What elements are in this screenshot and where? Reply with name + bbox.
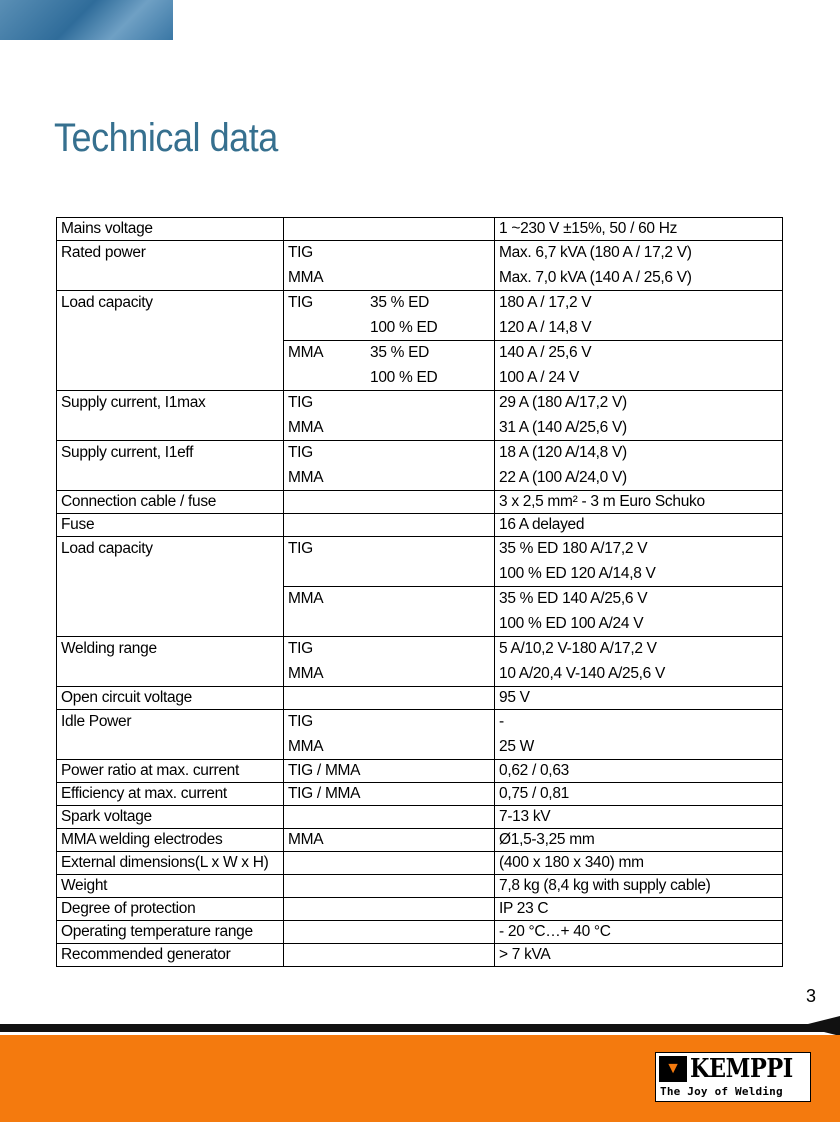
value-text: IP 23 C xyxy=(499,900,549,917)
row-value xyxy=(495,218,783,241)
table-row xyxy=(57,637,783,687)
mode-text: TIG / MMA xyxy=(288,785,361,802)
mode-text: MMA xyxy=(288,737,324,755)
value-text: 140 A / 25,6 V xyxy=(499,344,592,361)
table-row xyxy=(57,441,783,491)
value-text: 22 A (100 A/24,0 V) xyxy=(499,468,627,486)
row-mode xyxy=(284,760,495,783)
row-label xyxy=(57,241,284,291)
table-row xyxy=(57,921,783,944)
value-text: 7,8 kg (8,4 kg with supply cable) xyxy=(499,877,711,894)
technical-data-table xyxy=(56,217,783,967)
row-label-text: Power ratio at max. current xyxy=(61,762,239,779)
row-mode xyxy=(284,783,495,806)
row-label xyxy=(57,491,284,514)
condition-line xyxy=(288,316,490,341)
row-mode xyxy=(284,944,495,967)
mode-text: MMA xyxy=(288,590,324,607)
row-label xyxy=(57,514,284,537)
row-label xyxy=(57,829,284,852)
page-number: 3 xyxy=(805,986,816,1006)
value-text: 35 % ED 140 A/25,6 V xyxy=(499,590,648,607)
row-label xyxy=(57,441,284,491)
table-row xyxy=(57,218,783,241)
mode-text: TIG xyxy=(288,394,313,411)
row-value xyxy=(495,537,783,587)
row-label xyxy=(57,218,284,241)
kemppi-logo xyxy=(655,1052,811,1102)
row-value xyxy=(495,514,783,537)
table-row xyxy=(57,852,783,875)
row-value xyxy=(495,875,783,898)
row-label xyxy=(57,710,284,760)
row-value xyxy=(495,710,783,760)
row-label-text: Open circuit voltage xyxy=(61,689,192,706)
mode-text: TIG xyxy=(288,244,313,261)
mode-text xyxy=(288,898,490,920)
row-mode xyxy=(284,806,495,829)
mode-text xyxy=(288,806,490,828)
row-label-text: Rated power xyxy=(61,244,146,261)
mode-text xyxy=(288,218,490,240)
mode-text xyxy=(288,944,490,966)
footer-rule xyxy=(0,1024,840,1032)
value-text: 95 V xyxy=(499,689,530,706)
row-label-text: MMA welding electrodes xyxy=(61,831,223,848)
row-label xyxy=(57,637,284,687)
mode-text: MMA xyxy=(288,831,324,848)
row-label-text: Supply current, I1max xyxy=(61,394,206,411)
row-mode xyxy=(284,391,495,441)
row-mode xyxy=(284,921,495,944)
value-text: 16 A delayed xyxy=(499,516,585,533)
row-mode xyxy=(284,537,495,587)
value-text: 10 A/20,4 V-140 A/25,6 V xyxy=(499,664,666,682)
row-value xyxy=(495,637,783,687)
row-value xyxy=(495,898,783,921)
table-row xyxy=(57,291,783,341)
row-label xyxy=(57,875,284,898)
row-label xyxy=(57,291,284,391)
mode-text: TIG xyxy=(288,444,313,461)
row-value xyxy=(495,783,783,806)
mode-text xyxy=(288,316,370,341)
row-value xyxy=(495,291,783,341)
value-text: 100 A / 24 V xyxy=(499,368,580,386)
mode-text xyxy=(288,921,490,943)
row-label xyxy=(57,760,284,783)
value-text: 7-13 kV xyxy=(499,808,551,825)
mode-text xyxy=(288,687,490,709)
mode-text: TIG xyxy=(288,640,313,657)
value-text: 5 A/10,2 V-180 A/17,2 V xyxy=(499,640,657,657)
row-mode xyxy=(284,514,495,537)
value-text: 120 A / 14,8 V xyxy=(499,318,592,336)
row-mode xyxy=(284,898,495,921)
row-label-text: Load capacity xyxy=(61,294,153,311)
table-row xyxy=(57,806,783,829)
mode-text: TIG xyxy=(288,294,313,311)
mode-text: MMA xyxy=(288,344,324,361)
table-row xyxy=(57,710,783,760)
row-label-text: External dimensions(L x W x H) xyxy=(61,854,269,871)
row-value xyxy=(495,491,783,514)
row-label xyxy=(57,391,284,441)
row-label-text: Recommended generator xyxy=(61,946,231,963)
mode-text: TIG xyxy=(288,540,313,557)
table-row xyxy=(57,391,783,441)
mode-text: TIG xyxy=(288,713,313,730)
row-label-text: Weight xyxy=(61,877,108,894)
row-value xyxy=(495,921,783,944)
table-row xyxy=(57,898,783,921)
row-label-text: Mains voltage xyxy=(61,220,153,237)
table-row xyxy=(57,760,783,783)
row-mode xyxy=(284,875,495,898)
row-label xyxy=(57,852,284,875)
value-text: 100 % ED 100 A/24 V xyxy=(499,614,644,632)
mode-text xyxy=(288,366,370,391)
table-row xyxy=(57,241,783,291)
row-label xyxy=(57,537,284,637)
value-text: 29 A (180 A/17,2 V) xyxy=(499,394,627,411)
mode-text: TIG / MMA xyxy=(288,762,361,779)
mode-text: MMA xyxy=(288,418,324,436)
row-label-text: Welding range xyxy=(61,640,157,657)
row-condition xyxy=(284,291,495,341)
ed-text: 35 % ED xyxy=(370,344,430,361)
value-text: 35 % ED 180 A/17,2 V xyxy=(499,540,648,557)
value-text: (400 x 180 x 340) mm xyxy=(499,854,644,871)
row-value xyxy=(495,587,783,637)
mode-text xyxy=(288,852,490,874)
value-text: Max. 7,0 kVA (140 A / 25,6 V) xyxy=(499,268,692,286)
row-label-text: Fuse xyxy=(61,516,95,533)
table-row xyxy=(57,875,783,898)
value-text: 25 W xyxy=(499,737,534,755)
row-value xyxy=(495,391,783,441)
row-value xyxy=(495,829,783,852)
table-row xyxy=(57,537,783,587)
value-text: - xyxy=(499,713,504,730)
row-value xyxy=(495,341,783,391)
value-text: 3 x 2,5 mm² - 3 m Euro Schuko xyxy=(499,493,705,510)
value-text: 18 A (120 A/14,8 V) xyxy=(499,444,627,461)
row-label-text: Supply current, I1eff xyxy=(61,444,194,461)
ed-text: 100 % ED xyxy=(370,318,438,336)
row-value xyxy=(495,760,783,783)
ed-text: 35 % ED xyxy=(370,294,430,311)
value-text: Ø1,5-3,25 mm xyxy=(499,831,595,848)
row-mode xyxy=(284,829,495,852)
row-value xyxy=(495,852,783,875)
row-label-text: Idle Power xyxy=(61,713,132,730)
table-row xyxy=(57,514,783,537)
row-mode xyxy=(284,637,495,687)
page-title: Technical data xyxy=(54,116,278,160)
condition-line xyxy=(288,366,490,391)
row-label-text: Load capacity xyxy=(61,540,153,557)
logo-name: KEMPPI xyxy=(690,1054,793,1084)
row-label-text: Degree of protection xyxy=(61,900,196,917)
row-mode xyxy=(284,491,495,514)
row-label xyxy=(57,783,284,806)
row-mode xyxy=(284,687,495,710)
row-mode xyxy=(284,587,495,637)
condition-line xyxy=(288,291,490,316)
value-text: > 7 kVA xyxy=(499,946,551,963)
row-label-text: Operating temperature range xyxy=(61,923,253,940)
row-value xyxy=(495,441,783,491)
value-text: 1 ~230 V ±15%, 50 / 60 Hz xyxy=(499,220,678,237)
row-value xyxy=(495,241,783,291)
mode-text xyxy=(288,514,490,536)
row-mode xyxy=(284,241,495,291)
value-text: 31 A (140 A/25,6 V) xyxy=(499,418,627,436)
row-mode xyxy=(284,218,495,241)
ed-text: 100 % ED xyxy=(370,368,438,386)
mode-text: MMA xyxy=(288,664,324,682)
row-value xyxy=(495,944,783,967)
table-row xyxy=(57,783,783,806)
row-condition xyxy=(284,341,495,391)
value-text: 0,75 / 0,81 xyxy=(499,785,569,802)
value-text: Max. 6,7 kVA (180 A / 17,2 V) xyxy=(499,244,692,261)
value-text: 100 % ED 120 A/14,8 V xyxy=(499,564,656,582)
value-text: 0,62 / 0,63 xyxy=(499,762,569,779)
footer-notch xyxy=(800,1016,840,1036)
mode-text: MMA xyxy=(288,268,324,286)
row-label-text: Efficiency at max. current xyxy=(61,785,227,802)
value-text: 180 A / 17,2 V xyxy=(499,294,592,311)
row-mode xyxy=(284,852,495,875)
mode-text xyxy=(288,875,490,897)
mode-text: MMA xyxy=(288,468,324,486)
row-label xyxy=(57,898,284,921)
row-label-text: Connection cable / fuse xyxy=(61,493,217,510)
row-label xyxy=(57,944,284,967)
row-value xyxy=(495,806,783,829)
mode-text xyxy=(288,491,490,513)
logo-tagline: The Joy of Welding xyxy=(660,1085,783,1098)
table-row xyxy=(57,491,783,514)
row-label-text: Spark voltage xyxy=(61,808,152,825)
row-value xyxy=(495,687,783,710)
header-corner-strip xyxy=(0,0,173,40)
row-label xyxy=(57,921,284,944)
row-mode xyxy=(284,710,495,760)
value-text: - 20 °C…+ 40 °C xyxy=(499,923,611,940)
table-row xyxy=(57,829,783,852)
table-row xyxy=(57,944,783,967)
row-label xyxy=(57,687,284,710)
row-mode xyxy=(284,441,495,491)
kemppi-shield-icon: ▼ xyxy=(659,1056,687,1082)
condition-line xyxy=(288,341,490,366)
row-label xyxy=(57,806,284,829)
table-row xyxy=(57,687,783,710)
